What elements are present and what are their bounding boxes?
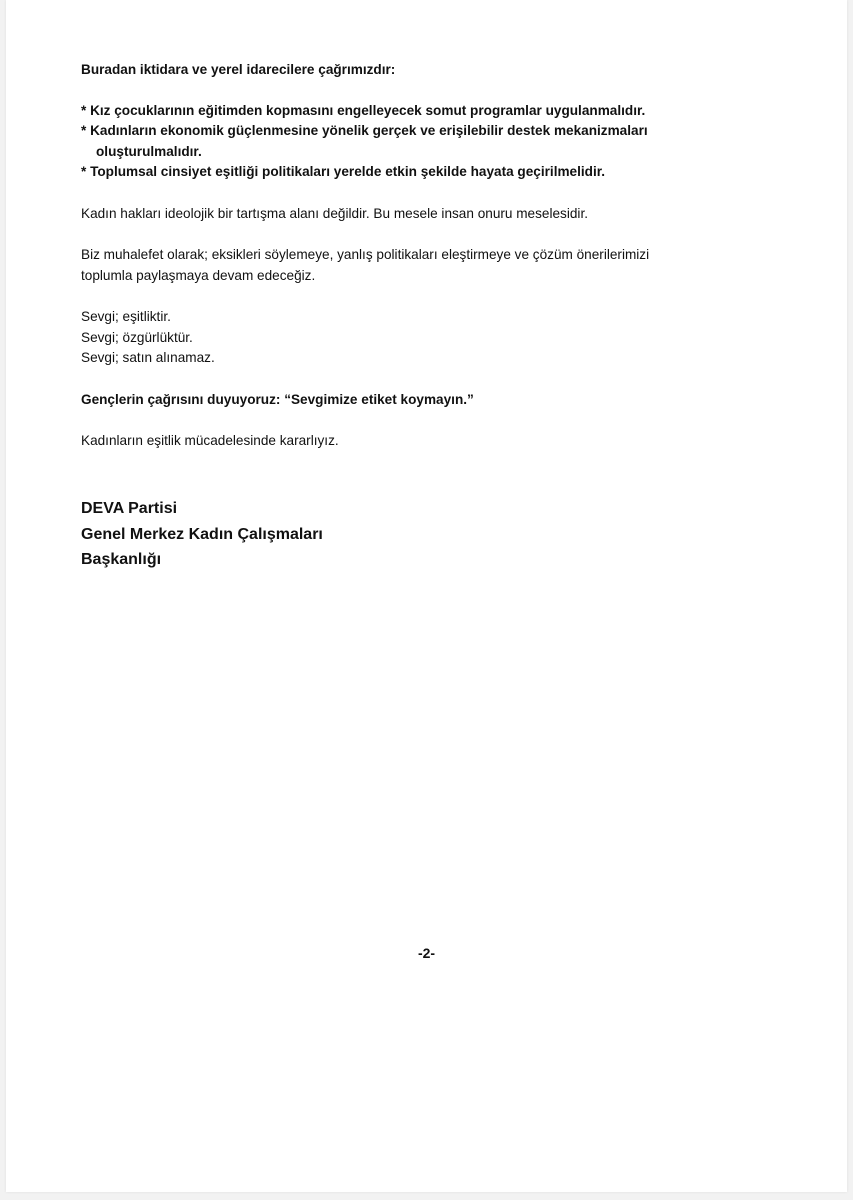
demand-item-education: * Kız çocuklarının eğitimden kopmasını engelleyecek somut programlar uygulanmalıdır. bbox=[81, 102, 646, 118]
page-number: -2- bbox=[417, 945, 436, 961]
demand-item-economy: * Kadınların ekonomik güçlenmesine yönelik gerçek ve erişilebilir destek mekanizmaları bbox=[81, 123, 648, 138]
love-line-equality: Sevgi; eşitliktir. bbox=[81, 309, 171, 324]
opposition-statement-line2: toplumla paylaşmaya devam edeceğiz. bbox=[81, 267, 316, 283]
signature-block bbox=[81, 496, 323, 573]
signature-office: Başkanlığı bbox=[81, 551, 162, 568]
youth-call: Gençlerin çağrısını duyuyoruz: “Sevgimize etiket koymayın.” bbox=[81, 391, 474, 407]
signature-party: DEVA Partisi bbox=[81, 500, 178, 517]
rights-statement: Kadın hakları ideolojik bir tartışma alanı değildir. Bu mesele insan onuru meselesidir. bbox=[81, 205, 589, 221]
demand-item-economy-continued: oluşturulmalıdır. bbox=[96, 143, 202, 159]
love-line-freedom: Sevgi; özgürlüktür. bbox=[81, 329, 193, 345]
opposition-statement-line1: Biz muhalefet olarak; eksikleri söylemeye, yanlış politikaları eleştirmeye ve çözüm önerilerimizi bbox=[81, 247, 650, 262]
signature-department: Genel Merkez Kadın Çalışmaları bbox=[81, 525, 323, 543]
love-line-not-for-sale: Sevgi; satın alınamaz. bbox=[81, 350, 215, 365]
intro-heading: Buradan iktidara ve yerel idarecilere çağrımızdır: bbox=[81, 62, 396, 77]
document-body bbox=[81, 60, 777, 452]
demand-item-gender-equality: * Toplumsal cinsiyet eşitliği politikaları yerelde etkin şekilde hayata geçirilmelidir. bbox=[81, 164, 606, 179]
closing-statement: Kadınların eşitlik mücadelesinde kararlıyız. bbox=[81, 433, 339, 448]
